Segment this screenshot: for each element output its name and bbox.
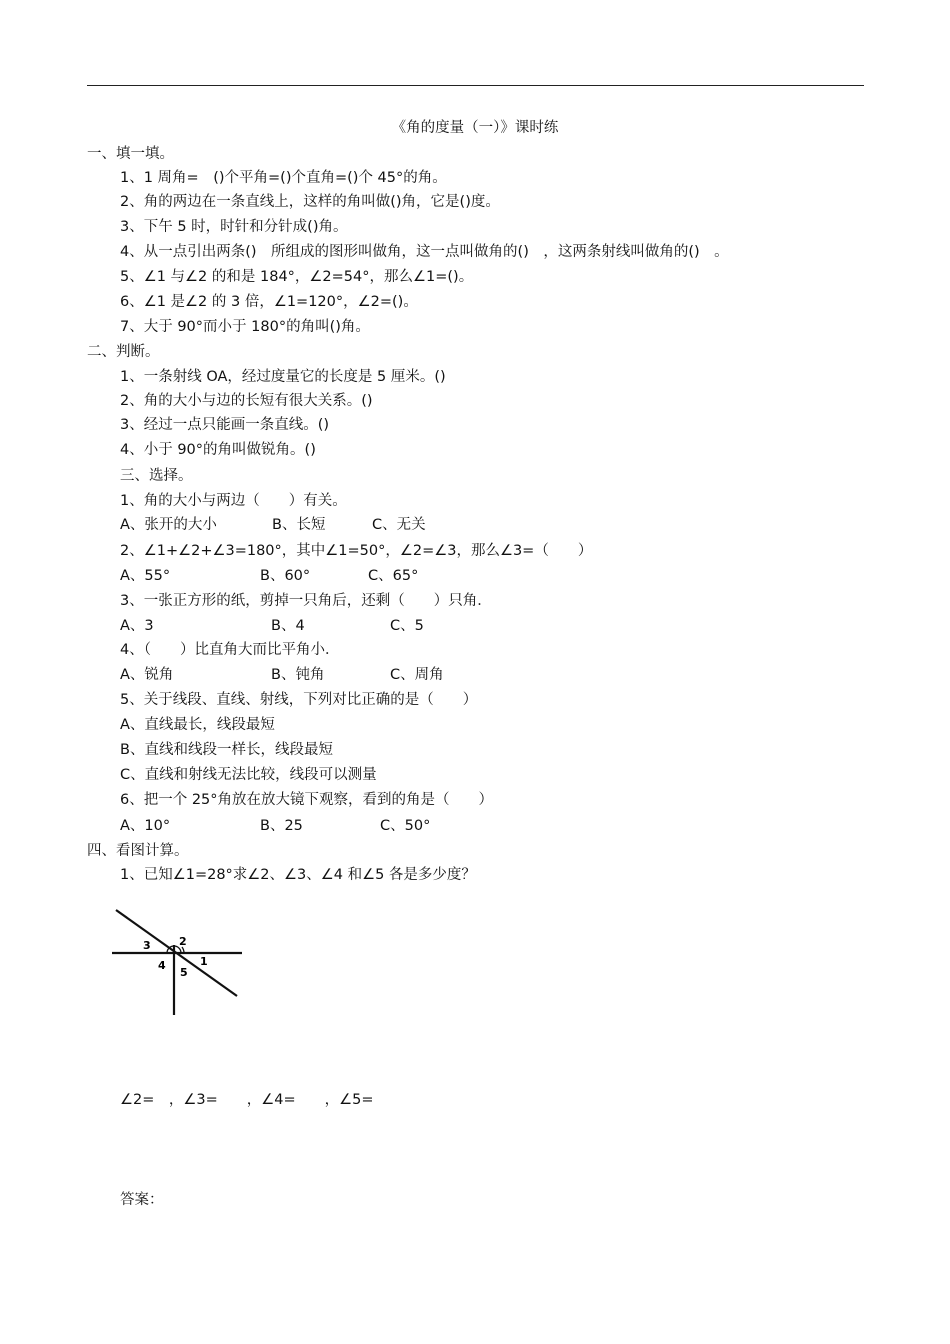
q4-option-a: A、锐角 — [120, 667, 174, 683]
fill-item-7: 7、大于 90°而小于 180°的角叫()角。 — [120, 319, 370, 335]
q5-option-c: C、直线和射线无法比较，线段可以测量 — [120, 767, 377, 783]
q2-option-a: A、55° — [120, 568, 171, 584]
fill-item-3: 3、下午 5 时，时针和分针成()角。 — [120, 219, 348, 235]
angle-figure — [110, 905, 250, 1020]
judge-item-2: 2、角的大小与边的长短有很大关系。() — [120, 393, 373, 409]
fill-item-5: 5、∠1 与∠2 的和是 184°，∠2=54°，那么∠1=()。 — [120, 269, 474, 285]
q1-option-c: C、无关 — [372, 517, 426, 533]
q5-option-b: B、直线和线段一样长，线段最短 — [120, 742, 333, 758]
angle-label-1: 1 — [200, 955, 208, 968]
section4-heading: 四、看图计算。 — [87, 843, 189, 859]
angle-label-4: 4 — [158, 959, 166, 972]
angle-label-2: 2 — [179, 935, 187, 948]
fill-item-2: 2、角的两边在一条直线上，这样的角叫做()角，它是()度。 — [120, 194, 500, 210]
section3-heading: 三、选择。 — [120, 468, 193, 484]
q4-option-c: C、周角 — [390, 667, 444, 683]
header-rule — [87, 85, 864, 86]
judge-item-3: 3、经过一点只能画一条直线。() — [120, 417, 330, 433]
q3-option-c: C、5 — [390, 618, 424, 634]
q2-option-b: B、60° — [260, 568, 311, 584]
fill-item-1: 1、1 周角= ()个平角=()个直角=()个 45°的角。 — [120, 170, 447, 186]
section1-heading: 一、填一填。 — [87, 146, 174, 162]
choice-q1: 1、角的大小与两边（ ）有关。 — [120, 493, 347, 509]
section2-heading: 二、判断。 — [87, 344, 160, 360]
q6-option-a: A、10° — [120, 818, 171, 834]
fill-item-4: 4、从一点引出两条() 所组成的图形叫做角，这一点叫做角的() ，这两条射线叫做角的() 。 — [120, 244, 729, 260]
angle-label-3: 3 — [143, 939, 151, 952]
answers-line: ∠2= ，∠3= ，∠4= ，∠5= — [120, 1092, 374, 1108]
fill-item-6: 6、∠1 是∠2 的 3 倍，∠1=120°，∠2=()。 — [120, 294, 418, 310]
q3-option-b: B、4 — [271, 618, 305, 634]
judge-item-4: 4、小于 90°的角叫做锐角。() — [120, 442, 316, 458]
q3-option-a: A、3 — [120, 618, 154, 634]
page-title: 《角的度量（一）》课时练 — [391, 120, 559, 136]
answer-label: 答案： — [120, 1192, 164, 1208]
q6-option-b: B、25 — [260, 818, 303, 834]
q1-option-a: A、张开的大小 — [120, 517, 217, 533]
q5-option-a: A、直线最长，线段最短 — [120, 717, 275, 733]
q2-option-c: C、65° — [368, 568, 419, 584]
judge-item-1: 1、一条射线 OA，经过度量它的长度是 5 厘米。() — [120, 369, 446, 385]
choice-q5: 5、关于线段、直线、射线，下列对比正确的是（ ） — [120, 692, 478, 708]
q6-option-c: C、50° — [380, 818, 431, 834]
q4-option-b: B、钝角 — [271, 667, 325, 683]
angle-label-5: 5 — [180, 966, 188, 979]
calc-q1: 1、已知∠1=28°求∠2、∠3、∠4 和∠5 各是多少度？ — [120, 867, 476, 883]
choice-q3: 3、一张正方形的纸，剪掉一只角后，还剩（ ）只角． — [120, 593, 492, 609]
choice-q6: 6、把一个 25°角放在放大镜下观察，看到的角是（ ） — [120, 792, 494, 808]
choice-q2: 2、∠1+∠2+∠3=180°，其中∠1=50°，∠2=∠3，那么∠3=（ ） — [120, 543, 593, 559]
q1-option-b: B、长短 — [272, 517, 326, 533]
choice-q4: 4、（ ）比直角大而比平角小． — [120, 642, 340, 658]
